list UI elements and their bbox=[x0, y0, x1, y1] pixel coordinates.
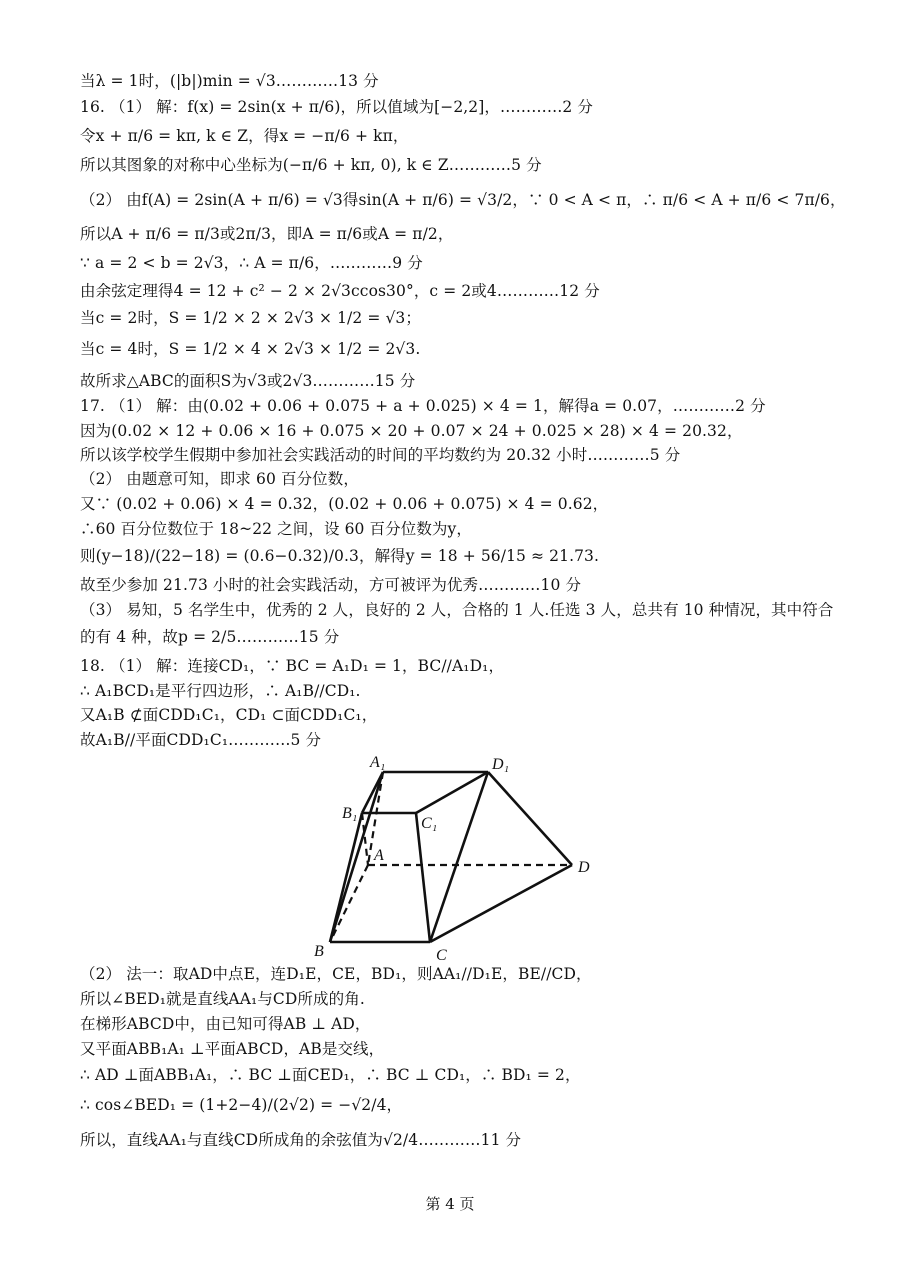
text-line: 令x + π/6 = kπ, k ∈ Z，得x = −π/6 + kπ， bbox=[80, 127, 409, 145]
label-b: B bbox=[314, 943, 324, 960]
label-a1: A₁ bbox=[370, 754, 386, 771]
text-line: ∴ A₁BCD₁是平行四边形，∴ A₁B//CD₁. bbox=[80, 682, 361, 700]
text-line: （3） 易知，5 名学生中，优秀的 2 人，良好的 2 人，合格的 1 人.任选 3 人，总共有 10 种情况，其中符合 bbox=[80, 601, 834, 619]
text-line: （2） 法一：取AD中点E，连D₁E，CE，BD₁，则AA₁//D₁E，BE//CD， bbox=[80, 965, 592, 983]
prism-figure bbox=[300, 752, 610, 967]
label-d: D bbox=[578, 859, 590, 876]
text-line: 又平面ABB₁A₁ ⊥平面ABCD，AB是交线， bbox=[80, 1040, 385, 1058]
label-c1: C₁ bbox=[421, 815, 438, 832]
edge-b1-b bbox=[330, 813, 362, 942]
page-number: 第 4 页 bbox=[425, 1195, 475, 1213]
text-line: 所以，直线AA₁与直线CD所成角的余弦值为√2/4…………11 分 bbox=[80, 1131, 522, 1149]
text-line: 由余弦定理得4 = 12 + c² − 2 × 2√3ccos30°，c = 2或4…………12 分 bbox=[80, 282, 600, 300]
label-a: A bbox=[374, 847, 384, 864]
text-line: ∴ cos∠BED₁ = (1+2−4)/(2√2) = −√2/4， bbox=[80, 1096, 403, 1114]
text-line: 在梯形ABCD中，由已知可得AB ⊥ AD， bbox=[80, 1015, 371, 1033]
text-line: 故A₁B//平面CDD₁C₁…………5 分 bbox=[80, 731, 322, 749]
text-line: ∴ AD ⊥面ABB₁A₁，∴ BC ⊥面CED₁，∴ BC ⊥ CD₁，∴ BD₁ = 2， bbox=[80, 1066, 581, 1084]
text-line: 因为(0.02 × 12 + 0.06 × 16 + 0.075 × 20 + 0.07 × 24 + 0.025 × 28) × 4 = 20.32， bbox=[80, 422, 743, 440]
text-line: 故所求△ABC的面积S为√3或2√3…………15 分 bbox=[80, 372, 416, 390]
text-line: 故至少参加 21.73 小时的社会实践活动，方可被评为优秀…………10 分 bbox=[80, 576, 582, 594]
text-line: （2） 由题意可知，即求 60 百分位数， bbox=[80, 470, 359, 488]
text-line: 17. （1） 解：由(0.02 + 0.06 + 0.075 + a + 0.025) × 4 = 1，解得a = 0.07，…………2 分 bbox=[80, 397, 766, 415]
edge-c1-c bbox=[416, 813, 430, 942]
text-line: ∴60 百分位数位于 18~22 之间，设 60 百分位数为y， bbox=[80, 520, 472, 538]
text-line: 所以A + π/6 = π/3或2π/3，即A = π/6或A = π/2， bbox=[80, 225, 454, 243]
text-line: 当λ = 1时，(|b|)min = √3…………13 分 bbox=[80, 72, 379, 90]
label-c: C bbox=[436, 947, 447, 964]
text-line: 当c = 2时，S = 1/2 × 2 × 2√3 × 1/2 = √3； bbox=[80, 309, 421, 327]
label-d1: D₁ bbox=[492, 756, 510, 773]
label-b1: B₁ bbox=[342, 805, 358, 822]
text-line: 则(y−18)/(22−18) = (0.6−0.32)/0.3，解得y = 18 + 56/15 ≈ 21.73. bbox=[80, 547, 600, 565]
text-line: 所以该学校学生假期中参加社会实践活动的时间的平均数约为 20.32 小时…………5 分 bbox=[80, 446, 681, 464]
text-line: （2） 由f(A) = 2sin(A + π/6) = √3得sin(A + π/6) = √3/2，∵ 0 < A < π，∴ π/6 < A + π/6 < 7π/6， bbox=[80, 191, 846, 209]
text-line: 18. （1） 解：连接CD₁，∵ BC = A₁D₁ = 1，BC//A₁D₁， bbox=[80, 657, 505, 675]
edge-d1-d bbox=[488, 772, 572, 865]
text-line: 所以其图象的对称中心坐标为(−π/6 + kπ, 0), k ∈ Z…………5 分 bbox=[80, 156, 542, 174]
text-line: 又A₁B ⊄面CDD₁C₁，CD₁ ⊂面CDD₁C₁， bbox=[80, 706, 378, 724]
text-line: 16. （1） 解：f(x) = 2sin(x + π/6)，所以值域为[−2,2]，…………2 分 bbox=[80, 98, 594, 116]
text-line: 当c = 4时，S = 1/2 × 4 × 2√3 × 1/2 = 2√3. bbox=[80, 340, 421, 358]
text-line: 又∵ (0.02 + 0.06) × 4 = 0.32，(0.02 + 0.06 + 0.075) × 4 = 0.62， bbox=[80, 495, 609, 513]
hidden-edge-a-b bbox=[330, 865, 368, 942]
text-line: 的有 4 种，故p = 2/5…………15 分 bbox=[80, 628, 340, 646]
text-line: 所以∠BED₁就是直线AA₁与CD所成的角. bbox=[80, 990, 365, 1008]
text-line: ∵ a = 2 < b = 2√3，∴ A = π/6，…………9 分 bbox=[80, 254, 423, 272]
